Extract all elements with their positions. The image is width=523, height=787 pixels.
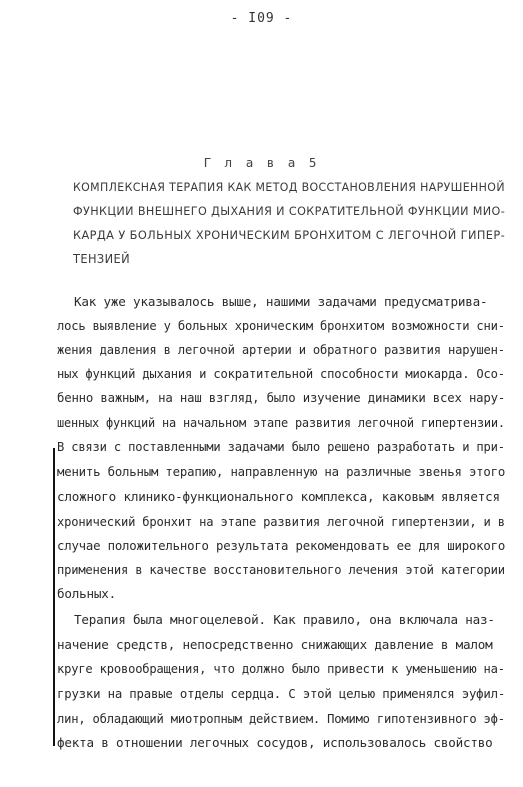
- text-line: сложного клинико-функционального комплекса, каковым является: [57, 489, 500, 504]
- text-line: жения давления в легочной артерии и обратного развития нарушен-: [57, 342, 505, 357]
- title-line: ТЕНЗИЕЙ: [73, 251, 131, 267]
- text-line: применения в качестве восстановительного лечения этой категории: [57, 562, 505, 577]
- page-number: - I09 -: [230, 11, 293, 26]
- text-line: случае положительного результата рекомендовать ее для широкого: [57, 538, 506, 553]
- title-line: КОМПЛЕКСНАЯ ТЕРАПИЯ КАК МЕТОД ВОССТАНОВЛЕНИЯ НАРУШЕННОЙ: [73, 180, 505, 194]
- chapter-heading: Г л а в а 5: [203, 155, 320, 170]
- text-line: Терапия была многоцелевой. Как правило, она включала наз-: [74, 612, 495, 627]
- text-line: начение средств, непосредственно снижающих давление в малом: [57, 637, 493, 652]
- text-line: шенных функций на начальном этапе развития легочной гипертензии.: [57, 415, 505, 430]
- text-line: хронический бронхит на этапе развития легочной гипертензии, и в: [57, 514, 505, 529]
- text-line: грузки на правые отделы сердца. С этой целью применялся эуфил-: [57, 686, 506, 701]
- text-line: лин, обладающий миотропным действием. Помимо гипотензивного эф-: [57, 711, 505, 726]
- text-line: лось выявление у больных хроническим бронхитом возможности сни-: [57, 318, 505, 333]
- title-line: ФУНКЦИИ ВНЕШНЕГО ДЫХАНИЯ И СОКРАТИТЕЛЬНОЙ ФУНКЦИИ МИО-: [73, 204, 506, 218]
- text-line: круге кровообращения, что должно было привести к уменьшению на-: [57, 661, 505, 676]
- text-line: больных.: [57, 586, 117, 601]
- text-line: ных функций дыхания и сократительной способности миокарда. Осо-: [57, 366, 505, 381]
- margin-rule: [53, 448, 55, 746]
- text-line: бенно важным, на наш взгляд, было изучение динамики всех нару-: [57, 390, 506, 405]
- title-line: КАРДА У БОЛЬНЫХ ХРОНИЧЕСКИМ БРОНХИТОМ С ЛЕГОЧНОЙ ГИПЕР-: [73, 228, 506, 242]
- text-line: Как уже указывалось выше, нашими задачами предусматрива-: [74, 294, 488, 309]
- text-line: фекта в отношении легочных сосудов, использовалось свойство: [57, 735, 493, 750]
- text-line: менить больным терапию, направленную на различные звенья этого: [57, 464, 506, 479]
- text-line: В связи с поставленными задачами было решено разработать и при-: [57, 439, 505, 454]
